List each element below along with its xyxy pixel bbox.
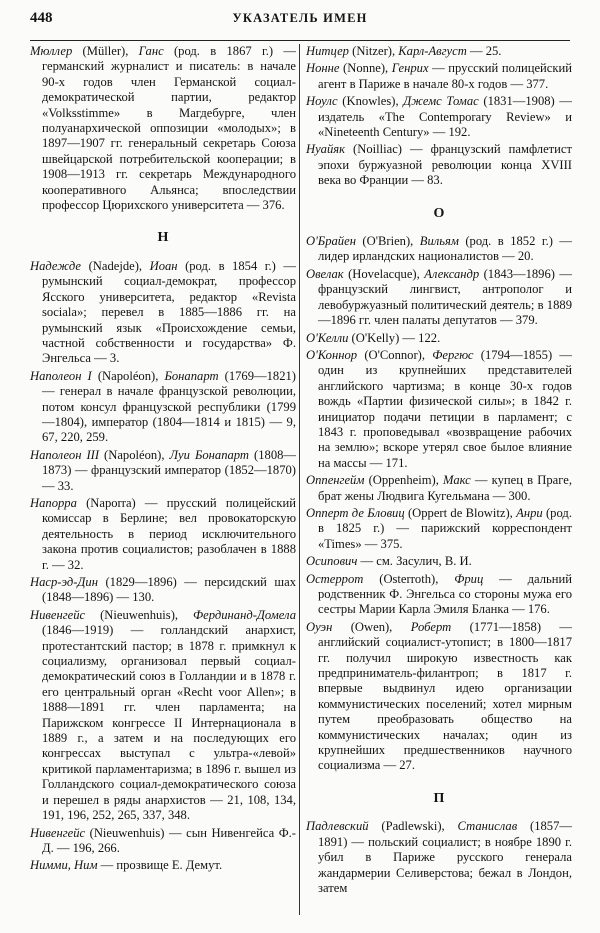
entry-rest1: (Napoléon),	[91, 368, 165, 383]
entry-surname: О'Келли	[306, 330, 349, 345]
entry-given: Роберт	[410, 619, 452, 634]
entry-rest1: (Nonne),	[339, 61, 392, 76]
letter-heading-n: Н	[157, 230, 169, 246]
entry-surname: Нивенгейс	[30, 607, 86, 622]
entry-rest1: (Oppert de Blowitz),	[404, 505, 517, 520]
entry-rest1: (1829—1896) — персидский шах (1848—1896) — 130.	[42, 575, 296, 605]
entry-surname: Напорра	[30, 495, 77, 510]
entry-rest2: — дальний родственник Ф. Энгельса со стороны мужа его сестры Марии Карла Эмиля Бланка — 176.	[318, 571, 572, 617]
entry-rest1: (Oppenheim),	[364, 473, 444, 488]
page-number: 448	[30, 10, 53, 26]
entry-rest2: (1857—1891) — польский социалист; в ноябре 1890 г. убил в Париже русского генерала жандармерии Селиверстова; бежал в Лондон, затем	[318, 819, 572, 895]
index-entry	[306, 234, 572, 265]
index-entry	[30, 369, 296, 446]
entry-surname: Наполеон III	[30, 447, 100, 462]
entries-m	[30, 44, 296, 213]
entry-given: Ганс	[138, 44, 164, 58]
entries-o	[306, 234, 572, 774]
entry-given: Бонапарт	[164, 368, 219, 383]
entry-surname: Мюллер	[30, 44, 73, 58]
entry-rest1: (Napoléon),	[99, 447, 170, 462]
entry-given: Вильям	[419, 234, 459, 249]
right-column	[306, 44, 572, 898]
entry-rest1: — прозвище Е. Демут.	[97, 858, 223, 873]
entry-rest1: (Naporra) — прусский полицейский комиссар в Берлине; вел провокаторскую деятельность в период исключительного закона против социалистов; разоблачен в 1888 г. — 32.	[42, 495, 296, 572]
entry-surname: Падлевский	[306, 819, 369, 834]
entry-given: Станислав	[457, 819, 518, 834]
entry-given: Фергюс	[432, 347, 474, 362]
entry-rest2: (1831—1908) — издатель «The Contemporary Review» и «Nineteenth Century» — 192.	[318, 94, 573, 140]
index-entry	[306, 473, 572, 504]
index-entry	[30, 575, 296, 606]
header-rule	[30, 40, 570, 41]
entry-rest2: (род. в 1867 г.) — германский журналист и писатель: в начале 90-х годов член Германской социал-демократической партии, редактор «Volksstimme» в Магдебурге, член полуанархической оппозиции «молодых»; в 1897—1907 гг. генеральный секретарь Союза швейцарской потребительской кооперации; в 1908—1913 гг. секретарь Международного кооперативного Альянса; впоследствии профессор Цюрихского университета — 376.	[42, 44, 296, 213]
entry-surname: Осипович	[306, 554, 358, 569]
entry-surname: Наср-эд-Дин	[30, 575, 98, 589]
index-entry	[306, 61, 572, 92]
entry-given: Анри	[516, 505, 543, 520]
entry-surname: Овелак	[306, 266, 344, 281]
page-header	[30, 10, 570, 30]
index-entry	[306, 620, 572, 774]
entry-surname: Опперт де Бловиц	[306, 505, 405, 520]
index-entry	[306, 142, 572, 188]
entry-rest1: (Nieuwenhuis),	[85, 607, 194, 622]
entry-rest1: (Knowles),	[337, 94, 404, 109]
index-entry	[30, 259, 296, 367]
index-entry	[30, 826, 296, 857]
entry-rest1: (Owen),	[332, 619, 411, 634]
index-entry	[306, 819, 572, 896]
entry-rest2: (род. в 1854 г.) — румынский социал-демократ, профессор Ясского университета, редактор «Revista sociala»; перевел в 1885—1886 гг. на румынский язык «Происхождение семьи, частной собственности и государства» Ф. Энгельса — 3.	[42, 258, 296, 366]
entry-rest2: (1846—1919) — голландский анархист, протестантский пастор; в 1878 г. примкнул к социализму, организовал первый социал-демократический союз в Голландии и в 1878 г. его центральный орган «Recht voor Allen»; в 1888—1891 гг. член парламента; на Парижском конгрессе II Интернационала в 1889 г., а затем и на последующих его конгрессах выступал с ультра-«левой» критикой парламентаризма; в 1896 г. вышел из Голландского социал-демократического союза и перешел в ряды анархистов — 21, 108, 134, 191, 196, 252, 265, 337, 348.	[42, 623, 296, 823]
index-entry	[30, 496, 296, 573]
left-column	[30, 44, 296, 876]
entry-given: Джемс Томас	[403, 94, 479, 109]
index-entry	[306, 554, 572, 569]
entry-surname: О'Коннор	[306, 347, 358, 362]
entry-given: Генрих	[391, 61, 429, 76]
index-entry	[306, 267, 572, 329]
index-entry	[30, 44, 296, 213]
index-entry	[306, 506, 572, 552]
entry-rest2: (1794—1855) — один из крупнейших представителей английского чартизма; в конце 30-х годов вождь «Партии физической силы»; в 1842 г. инициатор подачи петиции в парламент; с 1843 г. проповедывал «возвращение рабочих на землю»; вскоре утерял свое былое влияние на массы — 171.	[318, 347, 572, 470]
entry-surname: Оппенгейм	[306, 473, 365, 488]
entry-rest1: (Müller),	[72, 44, 139, 58]
entry-rest2: (1769—1821) — генерал в начале французской революции, потом консул французской республики (1799—1804), император (1804—1814 и 1815) — 9, 67, 220, 259.	[42, 368, 297, 445]
entry-rest2: — прусский полицейский агент в Париже в начале 80-х годов — 377.	[318, 61, 572, 91]
entry-rest1: (Noilliac) — французский памфлетист эпохи буржуазной революции конца XVIII века во Франции — 83.	[318, 142, 572, 188]
index-entry	[30, 858, 296, 873]
entry-surname: О'Брайен	[306, 234, 356, 249]
entry-surname: Наполеон I	[30, 368, 92, 383]
entry-rest1: (Hovelacque),	[343, 266, 425, 281]
entry-rest2: — купец в Праге, брат жены Людвига Кугельмана — 300.	[318, 473, 572, 503]
index-entry	[306, 94, 572, 140]
entry-rest1: (Nadejde),	[81, 258, 150, 273]
entry-rest2: (1771—1858) — английский социалист-утопист; в 1800—1817 гг. получил широкую известность как предприниматель-филантроп; в 1817 г. впервые выдвинул идею организации коммунистических поселений; хотел мирным путем преобразовать общество на коммунистических началах; один из крупнейших предшественников научного социализма — 27.	[318, 619, 572, 773]
entry-given: Фердинанд-Домела	[193, 607, 296, 622]
entry-rest1: (Osterroth),	[363, 571, 455, 586]
index-entry	[306, 331, 572, 346]
entry-given: Иоан	[149, 258, 178, 273]
entry-surname: Надежде	[30, 258, 82, 273]
entry-rest2: — 25.	[466, 44, 502, 58]
entry-surname: Нонне	[306, 61, 340, 76]
entry-rest1: (Nitzer),	[348, 44, 399, 58]
entry-rest2: (род. в 1825 г.) — парижский корреспондент «Times» — 375.	[318, 505, 572, 551]
entry-rest2: (род. в 1852 г.) — лидер ирландских националистов — 20.	[318, 234, 572, 264]
index-entry	[306, 348, 572, 471]
entry-rest2: (1808—1873) — французский император (1852—1870) — 33.	[42, 447, 297, 493]
index-entry	[306, 44, 572, 59]
entries-n-cont	[306, 44, 572, 189]
entry-surname: Нимми, Ним	[30, 858, 98, 873]
entry-surname: Нитцер	[306, 44, 349, 58]
entry-surname: Нуайяк	[306, 142, 346, 157]
entry-rest1: (O'Connor),	[357, 347, 433, 362]
entries-n	[30, 259, 296, 874]
entry-given: Фриц	[454, 571, 484, 586]
entry-rest1: (Padlewski),	[368, 819, 458, 834]
index-entry	[30, 608, 296, 824]
entry-rest1: (O'Kelly) — 122.	[348, 330, 441, 345]
letter-heading-o: О	[433, 205, 445, 221]
running-title: УКАЗАТЕЛЬ ИМЕН	[232, 11, 368, 25]
entry-surname: Оуэн	[306, 619, 333, 634]
entry-rest1: (Nieuwenhuis) — сын Нивенгейса Ф.-Д. — 196, 266.	[42, 825, 296, 855]
entries-p	[306, 819, 572, 896]
entry-given: Карл-Август	[398, 44, 467, 58]
entry-surname: Ноулс	[306, 94, 338, 109]
entry-surname: Остеррот	[306, 571, 364, 586]
letter-heading-p: П	[433, 790, 445, 806]
entry-surname: Нивенгейс	[30, 825, 86, 840]
index-entry	[30, 448, 296, 494]
index-entry	[306, 572, 572, 618]
entry-given: Александр	[424, 266, 480, 281]
entry-rest2: (1843—1896) — французский лингвист, антрополог и левобуржуазный политический деятель; в 1889—1896 гг. член палаты депутатов — 379.	[318, 266, 572, 328]
entry-rest1: — см. Засулич, В. И.	[357, 554, 472, 569]
entry-rest1: (O'Brien),	[355, 234, 420, 249]
column-divider	[299, 44, 300, 915]
entry-given: Луи Бонапарт	[169, 447, 250, 462]
entry-given: Макс	[443, 473, 471, 488]
